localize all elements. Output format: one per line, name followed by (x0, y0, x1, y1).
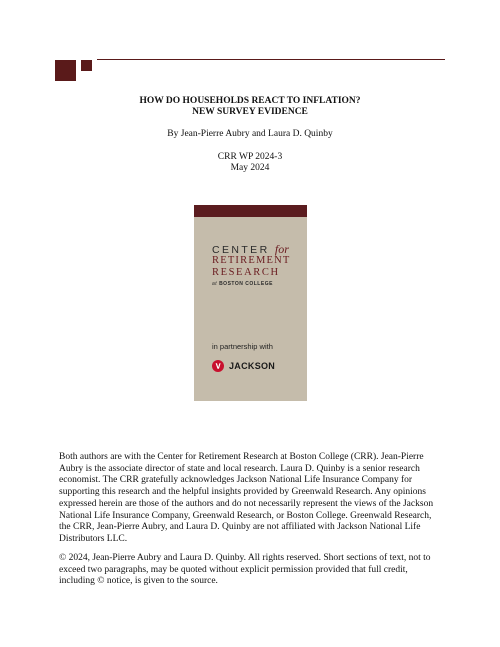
working-paper-date: May 2024 (230, 163, 270, 173)
jackson-logo (212, 360, 275, 372)
working-paper-number: CRR WP 2024-3 (217, 152, 283, 162)
paper-title (0, 96, 500, 118)
crr-center-text: CENTER for (212, 242, 289, 256)
crr-logo-square-large (55, 60, 76, 81)
header-rule (97, 59, 445, 60)
crr-boston-college-text: at BOSTON COLLEGE (212, 281, 273, 287)
crr-retirement-text: RETIREMENT (212, 255, 291, 266)
partnership-text: in partnership with (212, 342, 273, 351)
crr-logo-card (194, 205, 307, 401)
acknowledgment-paragraph: Both authors are with the Center for Retirement Research at Boston College (CRR). Jean-Pierre Aubry is the associate director of state and local research. Laura D. Quinby is a senior research economist. The CRR gratefully acknowledges Jackson National Life Insurance Company for supporting this research and the helpful insights provided by Greenwald Research. Any opinions expressed herein are those of the authors and do not necessarily represent the views of the Jackson National Life Insurance Company, Greenwald Research, or Boston College. Greenwald Research, the CRR, Jean-Pierre Aubry, and Laura D. Quinby are not affiliated with Jackson National Life Distributors LLC. (59, 452, 434, 544)
jackson-icon (212, 360, 224, 372)
crr-logo-square-small (81, 60, 92, 71)
card-top-bar (194, 205, 307, 217)
paper-title-line-2: NEW SURVEY EVIDENCE (192, 107, 308, 117)
working-paper-info (0, 152, 500, 174)
paper-title-line-1: HOW DO HOUSEHOLDS REACT TO INFLATION? (139, 96, 361, 106)
paper-authors: By Jean-Pierre Aubry and Laura D. Quinby (167, 129, 333, 139)
jackson-wordmark: JACKSON (229, 361, 276, 371)
crr-research-text: RESEARCH (212, 267, 280, 278)
copyright-paragraph: © 2024, Jean-Pierre Aubry and Laura D. Quinby. All rights reserved. Short sections of text, not to exceed two paragraphs, may be quoted without explicit permission provided that full credit, including © notice, is given to the source. (59, 553, 431, 587)
